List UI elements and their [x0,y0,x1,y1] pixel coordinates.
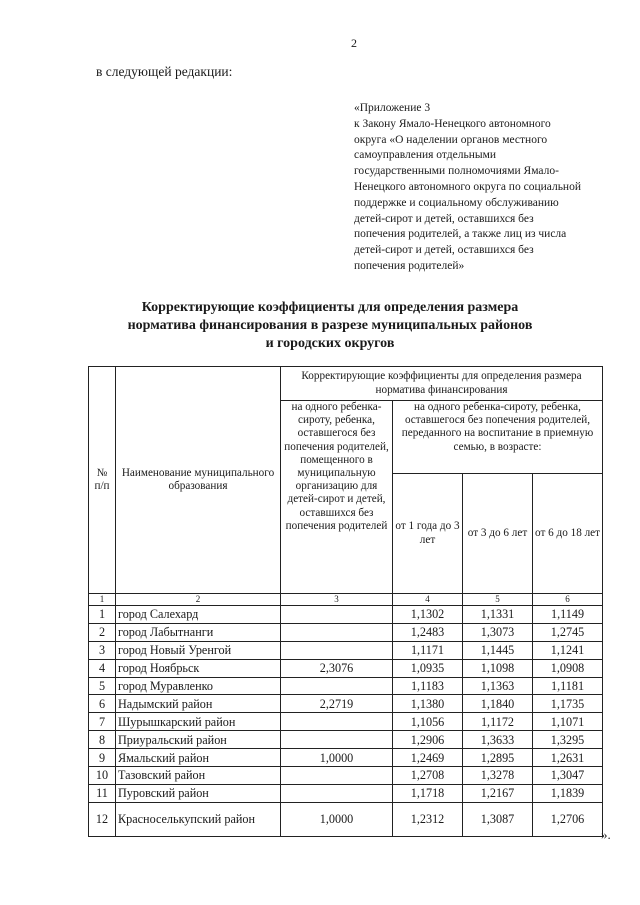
table-row [89,623,603,641]
coef-institution [281,713,393,731]
row-number: 10 [89,767,116,785]
header-age-6-18: от 6 до 18 лет [533,474,603,594]
column-number: 2 [116,594,281,606]
annex-line: поддержке и социальному обслуживанию [354,196,559,209]
column-number-row [89,594,603,606]
coef-age-6-18: 1,1735 [533,695,603,713]
municipality-name: Шурышкарский район [116,713,281,731]
coef-age-6-18: 1,2745 [533,623,603,641]
table-row [89,713,603,731]
coef-age-3-6: 1,3633 [463,731,533,749]
coef-age-3-6: 1,2895 [463,749,533,767]
coef-age-6-18: 1,1839 [533,784,603,802]
coef-age-1-3: 1,0935 [393,659,463,677]
coef-age-3-6: 1,3278 [463,767,533,785]
coef-age-3-6: 1,1445 [463,641,533,659]
municipality-name: город Муравленко [116,677,281,695]
header-family: на одного ребенка-сироту, ребенка, оставшегося без попечения родителей, переданного на воспитание в приемную семью, в возрасте: [393,401,603,474]
closing-quote: ». [601,827,611,842]
coef-institution: 2,2719 [281,695,393,713]
row-number: 5 [89,677,116,695]
coef-age-3-6: 1,3087 [463,802,533,836]
table-row [89,802,603,836]
coef-age-6-18: 1,1181 [533,677,603,695]
coef-age-3-6: 1,1331 [463,606,533,624]
column-number: 1 [89,594,116,606]
annex-line: попечения родителей, а также лиц из числа [354,228,567,241]
coef-age-1-3: 1,1183 [393,677,463,695]
column-number: 5 [463,594,533,606]
municipality-name: Ямальский район [116,749,281,767]
table-row [89,641,603,659]
coef-institution [281,606,393,624]
row-number: 11 [89,784,116,802]
row-number: 2 [89,623,116,641]
coef-age-1-3: 1,1302 [393,606,463,624]
annex-line: Ненецкого автономного округа по социальной [354,180,581,193]
header-institution: на одного ребенка-сироту, ребенка, оставшегося без попечения родителей, помещенного в муниципальную организацию для детей-сирот и детей, оставшихся без попечения родителей [281,401,393,594]
coef-age-6-18: 1,1241 [533,641,603,659]
coef-age-3-6: 1,2167 [463,784,533,802]
municipality-name: Тазовский район [116,767,281,785]
coef-age-6-18: 1,3047 [533,767,603,785]
row-number: 8 [89,731,116,749]
coef-age-1-3: 1,1380 [393,695,463,713]
municipality-name: город Ноябрьск [116,659,281,677]
coef-age-1-3: 1,2469 [393,749,463,767]
coef-age-3-6: 1,1172 [463,713,533,731]
coef-institution [281,784,393,802]
table-row [89,784,603,802]
table-row [89,606,603,624]
title-line: норматива финансирования в разрезе муниципальных районов [127,318,533,333]
coef-institution: 2,3076 [281,659,393,677]
title-line: и городских округов [265,336,395,351]
intro-text: в следующей редакции: [96,64,233,79]
municipality-name: Приуральский район [116,731,281,749]
table-row [89,749,603,767]
municipality-name: город Салехард [116,606,281,624]
coef-age-1-3: 1,2906 [393,731,463,749]
table-row [89,695,603,713]
coef-age-6-18: 1,3295 [533,731,603,749]
row-number: 3 [89,641,116,659]
annex-heading [354,101,604,275]
coef-institution [281,641,393,659]
coef-institution: 1,0000 [281,802,393,836]
coef-age-6-18: 1,2631 [533,749,603,767]
column-number: 4 [393,594,463,606]
page-number: 2 [351,36,357,50]
annex-line: государственными полномочиями Ямало- [354,165,559,178]
coef-institution [281,677,393,695]
annex-line: округа «О наделении органов местного [354,133,548,146]
table-row [89,731,603,749]
coef-age-3-6: 1,1840 [463,695,533,713]
municipality-name: город Лабытнанги [116,623,281,641]
coef-age-6-18: 1,2706 [533,802,603,836]
row-number: 12 [89,802,116,836]
annex-line: детей-сирот и детей, оставшихся без [354,212,534,225]
municipality-name: Красноселькупский район [116,802,281,836]
coef-age-1-3: 1,2708 [393,767,463,785]
coef-institution [281,623,393,641]
row-number: 7 [89,713,116,731]
row-number: 6 [89,695,116,713]
coef-age-1-3: 1,1171 [393,641,463,659]
coef-age-3-6: 1,3073 [463,623,533,641]
coef-age-6-18: 1,1071 [533,713,603,731]
coef-institution: 1,0000 [281,749,393,767]
coef-age-3-6: 1,1363 [463,677,533,695]
header-age-3-6: от 3 до 6 лет [463,474,533,594]
annex-line: «Приложение 3 [354,102,431,114]
header-num: № п/п [89,367,116,594]
municipality-name: Пуровский район [116,784,281,802]
title-line: Корректирующие коэффициенты для определения размера [141,300,519,315]
coef-institution [281,731,393,749]
coef-age-1-3: 1,2483 [393,623,463,641]
coef-age-1-3: 1,1056 [393,713,463,731]
municipality-name: Надымский район [116,695,281,713]
table-row [89,677,603,695]
table-row [89,659,603,677]
coef-age-6-18: 1,1149 [533,606,603,624]
annex-line: детей-сирот и детей, оставшихся без [354,244,534,257]
table-row [89,767,603,785]
annex-line: самоуправления отдельными [354,149,497,162]
coef-age-3-6: 1,1098 [463,659,533,677]
coef-institution [281,767,393,785]
header-group: Корректирующие коэффициенты для определения размера норматива финансирования [281,367,603,401]
coef-age-1-3: 1,2312 [393,802,463,836]
column-number: 3 [281,594,393,606]
header-age-1-3: от 1 года до 3 лет [393,474,463,594]
row-number: 1 [89,606,116,624]
municipality-name: город Новый Уренгой [116,641,281,659]
coef-age-6-18: 1,0908 [533,659,603,677]
annex-line: к Закону Ямало-Ненецкого автономного [354,117,551,130]
row-number: 9 [89,749,116,767]
coef-age-1-3: 1,1718 [393,784,463,802]
header-name: Наименование муниципального образования [116,367,281,594]
row-number: 4 [89,659,116,677]
column-number: 6 [533,594,603,606]
coefficients-table [88,366,603,837]
annex-line: попечения родителей» [354,259,465,272]
document-title [110,299,550,353]
